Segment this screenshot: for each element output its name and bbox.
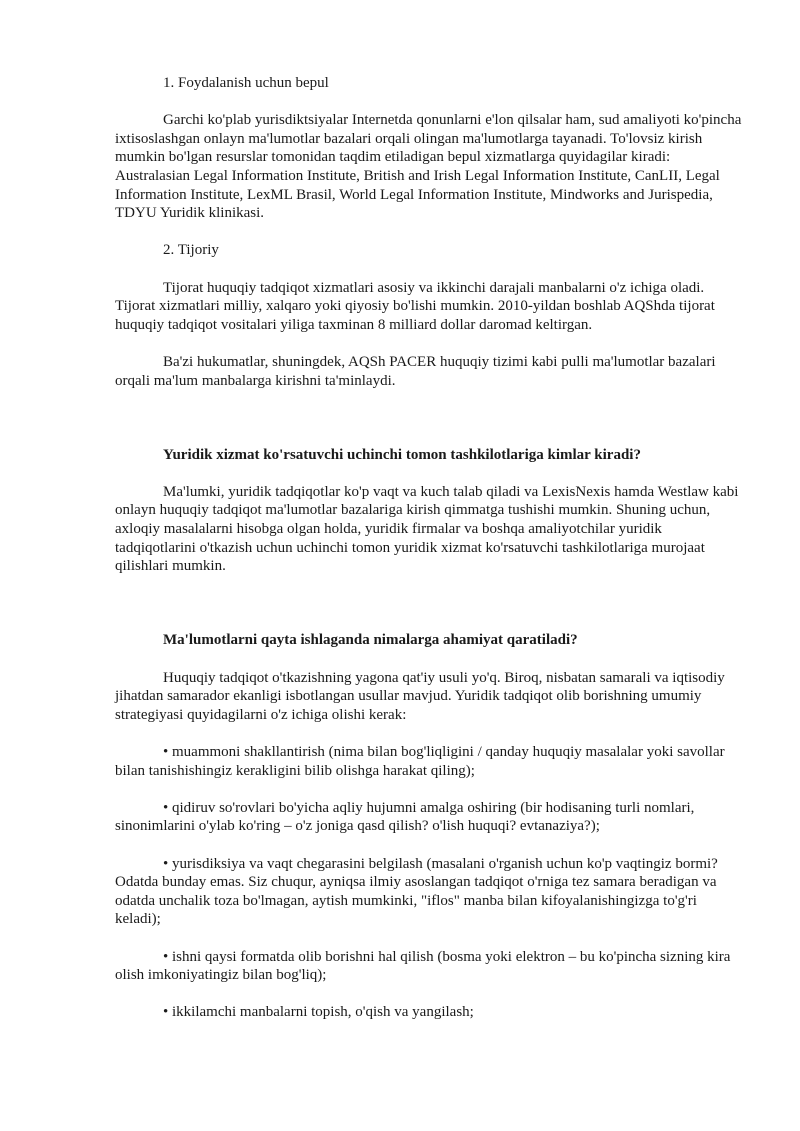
paragraph-government-access: Ba'zi hukumatlar, shuningdek, AQSh PACER huquqiy tizimi kabi pulli ma'lumotlar bazalari orqali ma'lum manbalarga kirishni ta'minlaydi. [115, 353, 716, 389]
list-item: • muammoni shakllantirish (nima bilan bog'liqligini / qanday huquqiy masalalar yoki savollar bilan tanishishingiz kerakligini bilib olishga harakat qiling); [115, 744, 725, 779]
paragraph-free-services: Garchi ko'plab yurisdiktsiyalar Internetda qonunlarni e'lon qilsalar ham, sud amaliyoti ko'pincha ixtisoslashgan onlayn ma'lumotlar bazalari orqali olingan ma'lumotlarga tayanadi. To'lovsiz kirish mumkin bo'lgan resurslar tomonidan taqdim etiladigan bepul xizmatlarga quyidagilar kiradi: Australasian Legal Information Institute, British and Irish Legal Information Institute, CanLII, Legal Information Institute, LexML Brasil, World Legal Information Institute, Mindworks and Jurispedia, TDYU Yuridik klinikasi. [115, 112, 742, 222]
heading-third-party: Yuridik xizmat ko'rsatuvchi uchinchi tomon tashkilotlariga kimlar kiradi? [163, 446, 641, 463]
list-item: • ishni qaysi formatda olib borishni hal qilish (bosma yoki elektron – bu ko'pincha sizning kira olish imkoniyatingiz bilan bog'liq); [115, 948, 731, 984]
document-page [115, 74, 745, 1041]
paragraph-commercial-services: Tijorat huquqiy tadqiqot xizmatlari asosiy va ikkinchi darajali manbalarni o'z ichiga oladi. Tijorat xizmatlari milliy, xalqaro yoki qiyosiy bo'lishi mumkin. 2010-yildan boshlab AQShda tijorat huquqiy tadqiqot vositalari yiliga taxminan 8 milliard dollar daromad keltirgan. [115, 279, 715, 333]
list-item: • qidiruv so'rovlari bo'yicha aqliy hujumni amalga oshiring (bir hodisaning turli nomlari, sinonimlarini o'ylab ko'ring – o'z joniga qasd qilish? o'lish huquqi? evtanaziya?); [115, 799, 695, 835]
section-heading-commercial: 2. Tijoriy [163, 242, 219, 259]
heading-data-processing: Ma'lumotlarni qayta ishlaganda nimalarga ahamiyat qaratiladi? [163, 632, 578, 649]
paragraph-third-party: Ma'lumki, yuridik tadqiqotlar ko'p vaqt va kuch talab qiladi va LexisNexis hamda Westlaw kabi onlayn huquqiy tadqiqot ma'lumotlar bazalariga kirish qimmatga tushishi mumkin. Shuning uchun, axloqiy masalalarni hisobga olgan holda, yuridik firmalar va boshqa amaliyotchilar yuridik tadqiqotlarini o'tkazish uchun uchinchi tomon yuridik xizmat ko'rsatuvchi tashkilotlariga murojaat qilishlari mumkin. [115, 483, 739, 575]
spacer [115, 409, 745, 446]
paragraph-strategy-intro: Huquqiy tadqiqot o'tkazishning yagona qat'iy usuli yo'q. Biroq, nisbatan samarali va iqtisodiy jihatdan samarador ekanligi isbotlangan usullar mavjud. Yuridik tadqiqot olib borishning umumiy strategiyasi quyidagilarni o'z ichiga olishi kerak: [115, 669, 725, 723]
spacer [115, 594, 745, 631]
list-item: • yurisdiksiya va vaqt chegarasini belgilash (masalani o'rganish uchun ko'p vaqtingiz bormi? Odatda bunday emas. Siz chuqur, ayniqsa ilmiy asoslangan tadqiqot o'rniga tez samara beradigan va odatda unchalik toza bo'lmagan, aytish mumkinki, "iflos" manba bilan kifoyalanishingizga to'g'ri keladi); [115, 855, 718, 928]
list-item: • ikkilamchi manbalarni topish, o'qish va yangilash; [163, 1004, 474, 1021]
section-heading-free: 1. Foydalanish uchun bepul [163, 75, 329, 91]
